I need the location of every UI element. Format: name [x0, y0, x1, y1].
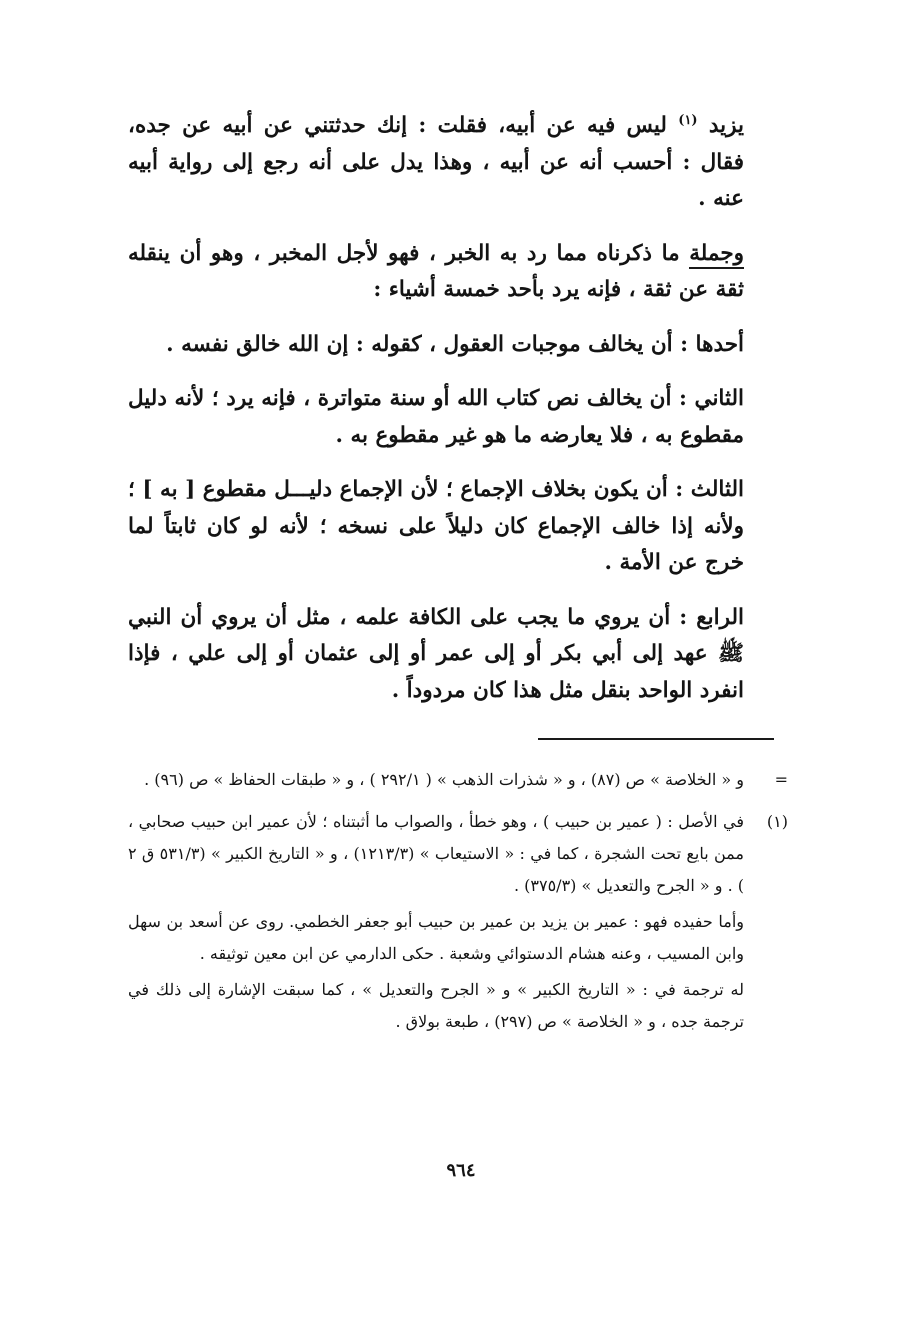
paragraph-2 [128, 236, 744, 309]
footnote-continued-text: و « الخلاصة » ص (٨٧) ، و « شذرات الذهب » ( ٢٩٢/١ ) ، و « طبقات الحفاظ » ص (٩٦) . [144, 770, 744, 789]
paragraph-2-rest: ما ذكرناه مما رد به الخبر ، فهو لأجل المخبر ، وهو أن ينقله ثقة عن ثقة ، فإنه يرد بأحد خمسة أشياء : [128, 240, 744, 302]
footnote-1-text-c: له ترجمة في : « التاريخ الكبير » و « الجرح والتعديل » ، كما سبقت الإشارة إلى ذلك في ترجمة جده ، و « الخلاصة » ص (٢٩٧) ، طبعة بولاق . [128, 980, 744, 1031]
footnote-1-text-b: وأما حفيده فهو : عمير بن يزيد بن عمير بن حبيب أبو جعفر الخطمي. روى عن أسعد بن سهل وابن المسيب ، وعنه هشام الدستوائي وشعبة . حكى الدارمي عن ابن معين توثيقه . [128, 912, 744, 963]
footnote-1-mark: (١) [766, 812, 788, 831]
footnote-1-text-a: في الأصل : ( عمير بن حبيب ) ، وهو خطأ ، والصواب ما أثبتناه ؛ لأن عمير ابن حبيب صحابي ، ممن بايع تحت الشجرة ، كما في : « الاستيعاب » (١٢١٣/٣) ، و « التاريخ الكبير » (٥٣١/٣ ق ٢ ) . و « الجرح والتعديل » (٣٧٥/٣) . [128, 812, 744, 895]
paragraph-1-start: يزيد [708, 113, 744, 138]
paragraph-1 [128, 108, 744, 218]
paragraph-3: أحدها : أن يخالف موجبات العقول ، كقوله : إن الله خالق نفسه . [166, 331, 744, 357]
paragraph-2-lead-word: وجملة [689, 241, 744, 269]
footnote-continued-mark: = [774, 770, 788, 789]
paragraph-4: الثاني : أن يخالف نص كتاب الله أو سنة متواترة ، فإنه يرد ؛ لأنه دليل مقطوع به ، فلا يعارضه ما هو غير مقطوع به . [128, 386, 744, 448]
footnote-ref-1[interactable]: (١) [678, 112, 698, 128]
page-number: ٩٦٤ [446, 1160, 476, 1181]
footnote-continued [128, 764, 788, 800]
footnote-separator [538, 738, 774, 740]
footnote-1 [128, 806, 788, 1042]
paragraph-5: الثالث : أن يكون بخلاف الإجماع ؛ لأن الإجماع دليـــل مقطوع [ به ] ؛ ولأنه إذا خالف الإجماع كان دليلاً على نسخه ؛ لأنه لو كان ثابتاً لما خرج عن الأمة . [128, 477, 744, 575]
footnotes [128, 764, 788, 1048]
paragraph-6: الرابع : أن يروي ما يجب على الكافة علمه ، مثل أن يروي أن النبي ﷺ عهد إلى أبي بكر أو إلى عمر أو إلى عثمان أو إلى علي ، فإذا انفرد الواحد بنقل مثل هذا كان مردوداً . [128, 604, 744, 703]
paragraph-1-rest: ليس فيه عن أبيه، فقلت : إنك حدثتني عن أبيه عن جده، فقال : أحسب أنه عن أبيه ، وهذا يدل على أنه رجع إلى رواية أبيه عنه . [128, 113, 744, 211]
main-text [128, 108, 744, 727]
